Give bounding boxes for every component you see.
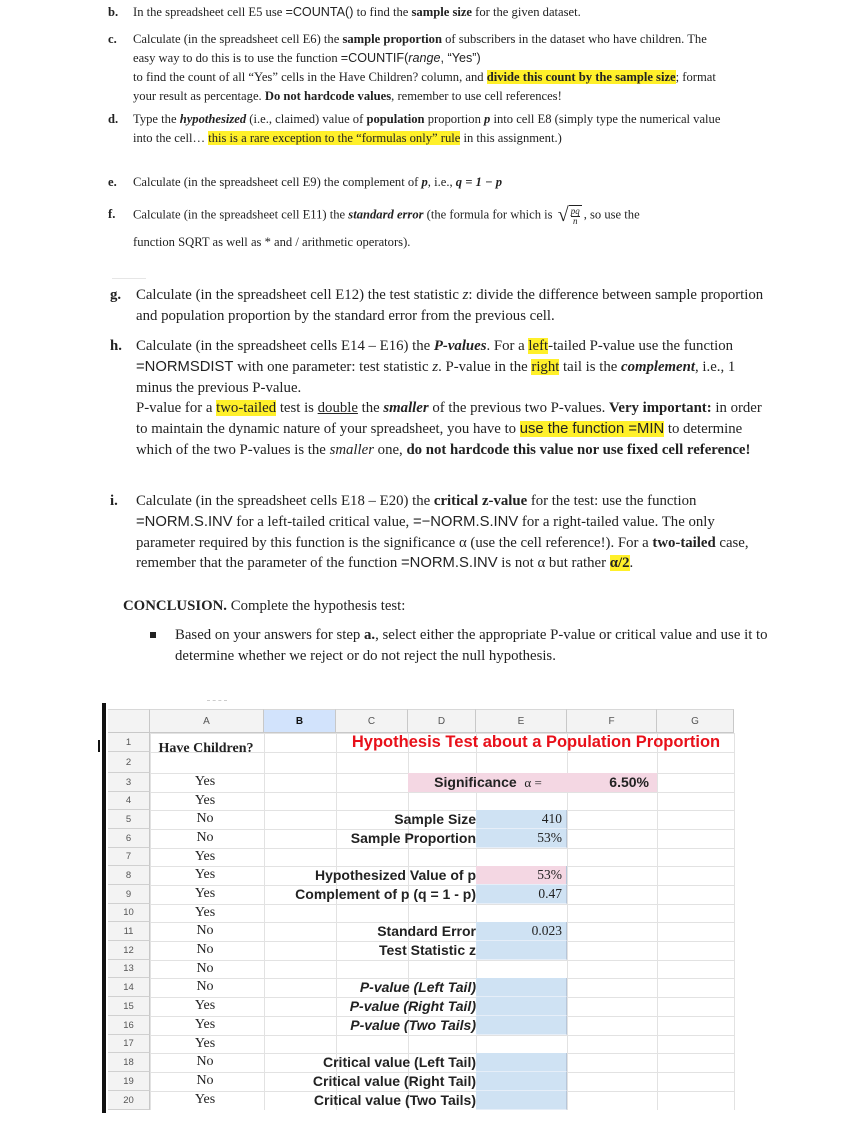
have-children-cell[interactable]: No <box>196 1054 214 1069</box>
row-header[interactable]: 8 <box>108 866 150 885</box>
label-p-left[interactable]: P-value (Left Tail) <box>359 979 476 995</box>
sheet-left-border <box>102 703 106 1113</box>
cell-e6-sample-proportion[interactable]: 53% <box>476 829 567 848</box>
label-test-statistic[interactable]: Test Statistic z <box>379 942 476 958</box>
row-header[interactable]: 13 <box>108 960 150 978</box>
have-children-cell[interactable]: No <box>196 961 214 976</box>
divider <box>112 278 146 279</box>
sheet-title[interactable]: Hypothesis Test about a Population Proportion <box>351 733 721 751</box>
significance-label[interactable]: Significance α = <box>408 773 568 792</box>
have-children-cell[interactable]: Yes <box>194 849 216 864</box>
divider <box>207 700 227 702</box>
significance-value-cell[interactable]: 6.50% <box>567 773 657 792</box>
row-header[interactable]: 10 <box>108 904 150 922</box>
have-children-cell[interactable]: No <box>196 979 214 994</box>
label-p-two[interactable]: P-value (Two Tails) <box>350 1017 476 1033</box>
label-hypothesized-value[interactable]: Hypothesized Value of p <box>314 867 476 883</box>
step-letter: b. <box>108 5 119 19</box>
step-letter: i. <box>110 493 118 509</box>
have-children-cell[interactable]: Yes <box>194 905 216 920</box>
row-header[interactable]: 14 <box>108 978 150 997</box>
have-children-cell[interactable]: Yes <box>194 867 216 882</box>
conclusion-bullet: Based on your answers for step a., select either the appropriate P-value or critical value and use it to determine whether we reject or do not reject the null hypothesis. <box>150 625 770 667</box>
have-children-cell[interactable]: No <box>196 830 214 845</box>
have-children-cell[interactable]: Yes <box>194 1036 216 1051</box>
row-header[interactable]: 5 <box>108 810 150 829</box>
step-letter: e. <box>108 175 117 189</box>
highlight: divide this count by the sample size <box>486 70 676 84</box>
highlight: α/2 <box>609 555 630 572</box>
have-children-cell[interactable]: No <box>196 942 214 957</box>
step-letter: c. <box>108 32 117 46</box>
step-c: c. Calculate (in the spreadsheet cell E6) the sample proportion of subscribers in the dataset who have children. The easy way to do this is to use the function =COUNTIF(range, “Yes”) to find the count of all “Yes” cells in the Have Children? column, and divide this count by the sample size; format your result as percentage. Do not hardcode values, remember to use cell references! <box>108 32 716 103</box>
column-header-f[interactable]: F <box>567 709 657 733</box>
column-header-d[interactable]: D <box>408 709 476 733</box>
gridline <box>734 733 735 1110</box>
highlight: use the function =MIN <box>519 421 665 438</box>
label-critical-right[interactable]: Critical value (Right Tail) <box>312 1073 476 1089</box>
have-children-cell[interactable]: Yes <box>194 998 216 1013</box>
have-children-cell[interactable]: Yes <box>194 1092 216 1107</box>
row-header[interactable]: 9 <box>108 885 150 904</box>
label-sample-proportion[interactable]: Sample Proportion <box>350 830 476 846</box>
label-complement[interactable]: Complement of p (q = 1 - p) <box>295 886 476 902</box>
row-header[interactable]: 18 <box>108 1053 150 1072</box>
label-critical-two[interactable]: Critical value (Two Tails) <box>313 1092 476 1108</box>
highlight: right <box>531 358 560 375</box>
step-letter: g. <box>110 287 122 303</box>
row-header[interactable]: 19 <box>108 1072 150 1091</box>
step-h: h. Calculate (in the spreadsheet cells E14 – E16) the P-values. For a left-tailed P-value use the function =NORMSDIST with one parameter: test statistic z. P-value in the right tail is the complement, i.e., 1 minus the previous P-value. P-value for a two-tailed test is double the smaller of the previous two P-values. Very important: in order to maintain the dynamic nature of your spreadsheet, you have to use the function =MIN to determine which of the two P-values is the smaller one, do not hardcode this value nor use fixed cell reference! <box>110 338 762 458</box>
have-children-cell[interactable]: Yes <box>194 774 216 789</box>
cell-e12-test-statistic[interactable] <box>476 941 567 960</box>
step-letter: h. <box>110 338 122 354</box>
cell-e19-critical-right[interactable] <box>476 1072 567 1091</box>
cell-e14-p-left[interactable] <box>476 978 567 997</box>
highlight: this is a rare exception to the “formulas only” rule <box>208 131 461 145</box>
column-header-e[interactable]: E <box>476 709 567 733</box>
cell-e15-p-right[interactable] <box>476 997 567 1016</box>
row-header[interactable]: 1 <box>108 733 150 752</box>
step-e: e. Calculate (in the spreadsheet cell E9) the complement of p, i.e., q = 1 − p <box>108 173 728 192</box>
cell-e16-p-two[interactable] <box>476 1016 567 1035</box>
row-header[interactable]: 2 <box>108 752 150 773</box>
step-f: f. Calculate (in the spreadsheet cell E11) the standard error (the formula for which is √ $\frac{pq}{n}$ , so use the function SQRT as well as * and / arithmetic operators). <box>108 204 640 249</box>
row-header[interactable]: 7 <box>108 848 150 866</box>
row-header[interactable]: 6 <box>108 829 150 848</box>
have-children-cell[interactable]: Yes <box>194 793 216 808</box>
column-header-c[interactable]: C <box>336 709 408 733</box>
conclusion: CONCLUSION. Complete the hypothesis test: <box>123 598 406 614</box>
row-header[interactable]: 16 <box>108 1016 150 1035</box>
label-critical-left[interactable]: Critical value (Left Tail) <box>323 1054 476 1070</box>
have-children-header[interactable]: Have Children? <box>158 741 254 756</box>
have-children-cell[interactable]: Yes <box>194 1017 216 1032</box>
column-header-b[interactable]: B <box>264 709 336 733</box>
step-i: i. Calculate (in the spreadsheet cells E18 – E20) the critical z-value for the test: use the function =NORM.S.INV for a left-tailed critical value, =−NORM.S.INV for a right-tailed value. The only parameter required by this function is the significance α (use the cell reference!). For a two-tailed case, remember that the parameter of the function =NORM.S.INV is not α but rather α/2. <box>110 493 749 572</box>
highlight: left <box>528 338 549 354</box>
bullet-square-icon <box>150 632 156 638</box>
have-children-cell[interactable]: No <box>196 1073 214 1088</box>
label-p-right[interactable]: P-value (Right Tail) <box>349 998 476 1014</box>
select-all-corner[interactable] <box>108 709 150 733</box>
cell-e20-critical-two[interactable] <box>476 1091 567 1110</box>
column-header-a[interactable]: A <box>150 709 264 733</box>
cell-e18-critical-left[interactable] <box>476 1053 567 1072</box>
row-header[interactable]: 4 <box>108 792 150 810</box>
row-header[interactable]: 17 <box>108 1035 150 1053</box>
cell-e8-hypothesized-value[interactable]: 53% <box>476 866 567 885</box>
spreadsheet <box>102 703 734 1113</box>
row-header[interactable]: 11 <box>108 922 150 941</box>
label-sample-size[interactable]: Sample Size <box>394 811 476 827</box>
cell-e9-complement[interactable]: 0.47 <box>476 885 567 904</box>
row-header[interactable]: 20 <box>108 1091 150 1110</box>
step-g: g. Calculate (in the spreadsheet cell E12) the test statistic z: divide the difference between sample proportion and population proportion by the standard error from the previous cell. <box>110 287 764 324</box>
have-children-cell[interactable]: Yes <box>194 886 216 901</box>
sqrt-formula: √ $\frac{pq}{n}$ <box>557 204 580 226</box>
cell-e5-sample-size[interactable]: 410 <box>476 810 567 829</box>
step-letter: d. <box>108 112 119 126</box>
cell-e11-standard-error[interactable]: 0.023 <box>476 922 567 941</box>
highlight: two-tailed <box>216 400 277 417</box>
row-header[interactable]: 12 <box>108 941 150 960</box>
row-header[interactable]: 15 <box>108 997 150 1016</box>
row-header[interactable]: 3 <box>108 773 150 792</box>
label-standard-error[interactable]: Standard Error <box>377 923 476 939</box>
column-header-g[interactable]: G <box>657 709 734 733</box>
have-children-cell[interactable]: No <box>196 923 214 938</box>
have-children-cell[interactable]: No <box>196 811 214 826</box>
step-d: d. Type the hypothesized (i.e., claimed) value of population proportion p into cell E8 (simply type the numerical value into the cell… this is a rare exception to the “formulas only” rule in this assignment.) <box>108 112 721 145</box>
step-letter: f. <box>108 207 116 221</box>
sheet-left-border <box>98 740 100 752</box>
step-b: b. In the spreadsheet cell E5 use =COUNTA() to find the sample size for the given dataset. <box>108 3 728 22</box>
